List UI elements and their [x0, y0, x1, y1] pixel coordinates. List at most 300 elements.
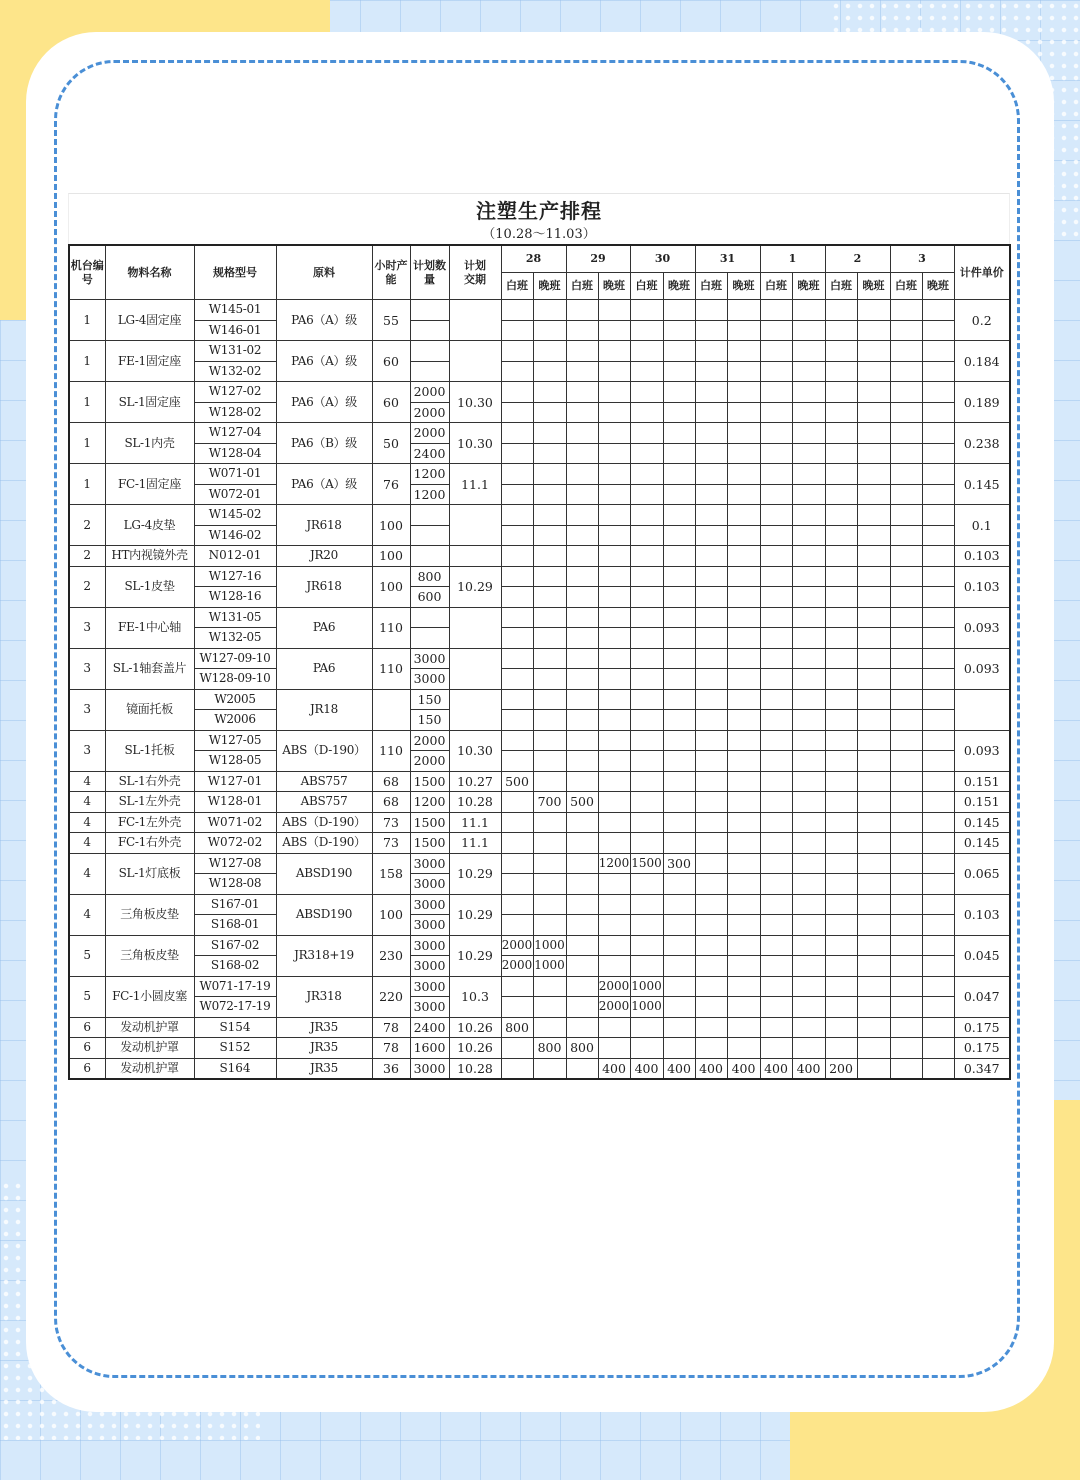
cell-hourly-capacity	[372, 689, 410, 730]
cell-shift-quantity	[890, 689, 922, 710]
cell-plan-quantity	[410, 505, 449, 526]
cell-shift-quantity	[695, 956, 727, 977]
cell-shift-quantity	[566, 525, 598, 546]
cell-shift-quantity	[792, 1038, 825, 1059]
table-row	[69, 710, 1010, 731]
cell-shift-quantity	[857, 730, 890, 751]
cell-shift-quantity	[922, 1038, 954, 1059]
cell-shift-quantity	[922, 730, 954, 751]
cell-shift-quantity	[630, 1017, 663, 1038]
cell-shift-quantity	[598, 423, 630, 444]
cell-shift-quantity	[760, 443, 792, 464]
cell-shift-quantity	[533, 628, 566, 649]
cell-plan-quantity: 2400	[410, 1017, 449, 1038]
cell-shift-quantity	[760, 915, 792, 936]
cell-shift-quantity	[825, 812, 857, 833]
cell-shift-quantity	[566, 464, 598, 485]
cell-plan-quantity	[410, 546, 449, 567]
cell-shift-quantity	[825, 361, 857, 382]
cell-hourly-capacity: 230	[372, 935, 410, 976]
cell-shift-quantity	[857, 669, 890, 690]
cell-shift-quantity	[857, 382, 890, 403]
cell-machine: 1	[69, 300, 105, 341]
header-hourly-capacity: 小时产能	[372, 245, 410, 300]
cell-shift-quantity	[890, 894, 922, 915]
cell-shift-quantity	[825, 525, 857, 546]
cell-shift-quantity	[695, 525, 727, 546]
cell-shift-quantity	[890, 566, 922, 587]
cell-shift-quantity	[533, 546, 566, 567]
cell-shift-quantity	[792, 935, 825, 956]
cell-shift-quantity	[825, 956, 857, 977]
cell-shift-quantity	[922, 402, 954, 423]
header-day-3: 3	[890, 245, 954, 273]
cell-shift-quantity: 400	[792, 1058, 825, 1079]
cell-shift-quantity	[630, 566, 663, 587]
cell-plan-quantity: 2000	[410, 423, 449, 444]
cell-shift-quantity	[533, 812, 566, 833]
cell-shift-quantity	[663, 710, 695, 731]
cell-shift-quantity	[501, 382, 533, 403]
cell-shift-quantity	[857, 341, 890, 362]
cell-shift-quantity	[695, 648, 727, 669]
cell-plan-quantity: 1200	[410, 464, 449, 485]
cell-material-name: 发动机护罩	[105, 1038, 194, 1059]
cell-unit-price: 0.151	[954, 771, 1010, 792]
cell-shift-quantity	[566, 443, 598, 464]
header-plan-date: 计划交期	[449, 245, 501, 300]
cell-machine: 4	[69, 771, 105, 792]
table-row	[69, 956, 1010, 977]
cell-shift-quantity	[533, 730, 566, 751]
cell-shift-quantity	[598, 628, 630, 649]
cell-shift-quantity	[533, 1058, 566, 1079]
schedule-table	[68, 244, 1011, 1080]
cell-shift-quantity	[922, 792, 954, 813]
table-row	[69, 505, 1010, 526]
cell-shift-quantity	[760, 997, 792, 1018]
cell-shift-quantity	[825, 751, 857, 772]
cell-material-name: HT内视镜外壳	[105, 546, 194, 567]
cell-shift-quantity	[598, 1017, 630, 1038]
table-row	[69, 894, 1010, 915]
cell-machine: 3	[69, 689, 105, 730]
cell-shift-quantity	[857, 443, 890, 464]
cell-plan-date: 10.30	[449, 423, 501, 464]
cell-shift-quantity	[922, 361, 954, 382]
cell-material-name: FE-1中心轴	[105, 607, 194, 648]
cell-machine: 1	[69, 382, 105, 423]
cell-unit-price: 0.145	[954, 464, 1010, 505]
cell-shift-quantity	[922, 464, 954, 485]
cell-shift-quantity	[663, 915, 695, 936]
cell-shift-quantity	[857, 464, 890, 485]
cell-shift-quantity	[890, 874, 922, 895]
cell-spec: W071-02	[194, 812, 276, 833]
header-raw-material: 原料	[276, 245, 372, 300]
cell-shift-quantity	[890, 443, 922, 464]
cell-shift-quantity: 500	[501, 771, 533, 792]
cell-shift-quantity	[922, 956, 954, 977]
header-plan-quantity: 计划数量	[410, 245, 449, 300]
cell-shift-quantity	[695, 976, 727, 997]
cell-hourly-capacity: 78	[372, 1038, 410, 1059]
cell-spec: W128-02	[194, 402, 276, 423]
cell-shift-quantity	[533, 402, 566, 423]
cell-shift-quantity	[857, 935, 890, 956]
cell-shift-quantity	[727, 484, 760, 505]
cell-shift-quantity	[922, 566, 954, 587]
cell-plan-quantity: 3000	[410, 1058, 449, 1079]
cell-spec: S167-01	[194, 894, 276, 915]
cell-plan-date: 11.1	[449, 812, 501, 833]
cell-shift-quantity	[857, 607, 890, 628]
cell-material-name: SL-1右外壳	[105, 771, 194, 792]
cell-shift-quantity	[695, 320, 727, 341]
cell-shift-quantity	[566, 935, 598, 956]
cell-plan-quantity: 1600	[410, 1038, 449, 1059]
cell-shift-quantity	[922, 853, 954, 874]
cell-shift-quantity	[727, 648, 760, 669]
cell-shift-quantity	[890, 525, 922, 546]
cell-shift-quantity	[727, 587, 760, 608]
cell-plan-quantity: 3000	[410, 915, 449, 936]
cell-shift-quantity	[630, 935, 663, 956]
cell-shift-quantity	[890, 382, 922, 403]
cell-shift-quantity	[695, 484, 727, 505]
cell-shift-quantity	[501, 320, 533, 341]
cell-shift-quantity	[922, 771, 954, 792]
cell-shift-quantity	[857, 402, 890, 423]
cell-shift-quantity	[630, 402, 663, 423]
cell-raw-material: PA6（A）级	[276, 382, 372, 423]
cell-shift-quantity	[857, 361, 890, 382]
cell-shift-quantity	[890, 997, 922, 1018]
cell-shift-quantity	[760, 546, 792, 567]
cell-raw-material: ABS757	[276, 771, 372, 792]
table-row	[69, 997, 1010, 1018]
cell-material-name: FC-1左外壳	[105, 812, 194, 833]
cell-plan-quantity	[410, 525, 449, 546]
cell-shift-quantity	[663, 874, 695, 895]
cell-shift-quantity	[630, 689, 663, 710]
cell-plan-date	[449, 607, 501, 648]
cell-plan-quantity: 3000	[410, 648, 449, 669]
cell-shift-quantity	[598, 915, 630, 936]
cell-shift-quantity	[566, 361, 598, 382]
cell-shift-quantity	[695, 874, 727, 895]
cell-shift-quantity	[857, 546, 890, 567]
cell-shift-quantity	[598, 382, 630, 403]
table-row	[69, 300, 1010, 321]
cell-shift-quantity	[825, 771, 857, 792]
cell-shift-quantity	[825, 689, 857, 710]
cell-spec: W145-02	[194, 505, 276, 526]
cell-unit-price: 0.2	[954, 300, 1010, 341]
cell-shift-quantity	[695, 894, 727, 915]
cell-shift-quantity	[760, 812, 792, 833]
cell-shift-quantity	[760, 771, 792, 792]
sheet-date-range: （10.28～11.03）	[482, 227, 596, 242]
cell-shift-quantity	[630, 382, 663, 403]
cell-shift-quantity	[501, 361, 533, 382]
cell-shift-quantity	[695, 853, 727, 874]
cell-shift-quantity	[598, 935, 630, 956]
cell-machine: 3	[69, 730, 105, 771]
cell-spec: S167-02	[194, 935, 276, 956]
cell-shift-quantity	[890, 546, 922, 567]
cell-shift-quantity	[598, 730, 630, 751]
cell-shift-quantity	[630, 730, 663, 751]
cell-shift-quantity	[533, 607, 566, 628]
cell-shift-quantity	[533, 710, 566, 731]
cell-machine: 6	[69, 1038, 105, 1059]
sheet-title: 注塑生产排程	[476, 199, 602, 223]
cell-shift-quantity	[890, 976, 922, 997]
cell-unit-price: 0.151	[954, 792, 1010, 813]
cell-shift-quantity	[695, 300, 727, 321]
table-row	[69, 669, 1010, 690]
table-row	[69, 443, 1010, 464]
cell-shift-quantity: 1200	[598, 853, 630, 874]
cell-unit-price: 0.103	[954, 546, 1010, 567]
cell-shift-quantity	[857, 484, 890, 505]
cell-shift-quantity	[825, 976, 857, 997]
cell-shift-quantity	[857, 771, 890, 792]
header-night-shift: 晚班	[533, 273, 566, 300]
cell-shift-quantity	[533, 833, 566, 854]
cell-shift-quantity	[890, 710, 922, 731]
cell-plan-quantity: 3000	[410, 976, 449, 997]
cell-shift-quantity	[890, 730, 922, 751]
cell-plan-date: 10.26	[449, 1017, 501, 1038]
cell-plan-quantity: 3000	[410, 956, 449, 977]
cell-shift-quantity	[566, 1058, 598, 1079]
cell-shift-quantity: 800	[533, 1038, 566, 1059]
cell-material-name: 三角板皮垫	[105, 894, 194, 935]
cell-machine: 2	[69, 505, 105, 546]
cell-machine: 4	[69, 894, 105, 935]
cell-shift-quantity	[501, 341, 533, 362]
table-row	[69, 751, 1010, 772]
cell-shift-quantity	[533, 669, 566, 690]
cell-shift-quantity: 1000	[630, 976, 663, 997]
cell-shift-quantity	[630, 423, 663, 444]
cell-shift-quantity	[533, 853, 566, 874]
cell-machine: 1	[69, 341, 105, 382]
cell-shift-quantity: 300	[663, 853, 695, 874]
cell-shift-quantity	[630, 300, 663, 321]
cell-shift-quantity	[533, 587, 566, 608]
table-row	[69, 628, 1010, 649]
cell-plan-date	[449, 341, 501, 382]
cell-unit-price: 0.145	[954, 833, 1010, 854]
cell-shift-quantity	[825, 300, 857, 321]
cell-shift-quantity	[727, 710, 760, 731]
cell-shift-quantity: 500	[566, 792, 598, 813]
cell-raw-material: ABSD190	[276, 894, 372, 935]
table-row	[69, 402, 1010, 423]
cell-shift-quantity	[695, 935, 727, 956]
cell-shift-quantity	[825, 402, 857, 423]
cell-shift-quantity	[695, 771, 727, 792]
cell-shift-quantity	[663, 361, 695, 382]
cell-shift-quantity	[792, 894, 825, 915]
cell-shift-quantity	[630, 607, 663, 628]
cell-shift-quantity: 2000	[598, 976, 630, 997]
cell-shift-quantity	[598, 751, 630, 772]
cell-shift-quantity	[630, 341, 663, 362]
cell-shift-quantity	[825, 1038, 857, 1059]
cell-spec: W128-08	[194, 874, 276, 895]
cell-spec: S152	[194, 1038, 276, 1059]
cell-shift-quantity	[695, 382, 727, 403]
cell-shift-quantity	[501, 669, 533, 690]
cell-plan-quantity: 3000	[410, 997, 449, 1018]
cell-shift-quantity	[890, 915, 922, 936]
cell-raw-material: PA6（A）级	[276, 341, 372, 382]
cell-shift-quantity	[760, 976, 792, 997]
cell-material-name: SL-1托板	[105, 730, 194, 771]
cell-shift-quantity	[533, 484, 566, 505]
cell-spec: W127-04	[194, 423, 276, 444]
cell-plan-quantity	[410, 361, 449, 382]
cell-shift-quantity	[825, 1017, 857, 1038]
cell-plan-quantity: 1500	[410, 833, 449, 854]
cell-material-name: 三角板皮垫	[105, 935, 194, 976]
cell-shift-quantity	[630, 443, 663, 464]
cell-shift-quantity	[566, 874, 598, 895]
cell-shift-quantity	[598, 300, 630, 321]
table-row	[69, 341, 1010, 362]
cell-shift-quantity	[727, 771, 760, 792]
cell-shift-quantity	[922, 341, 954, 362]
header-day-shift: 白班	[760, 273, 792, 300]
cell-spec: W127-01	[194, 771, 276, 792]
cell-plan-date: 10.29	[449, 894, 501, 935]
cell-shift-quantity	[890, 587, 922, 608]
cell-hourly-capacity: 220	[372, 976, 410, 1017]
cell-shift-quantity	[598, 402, 630, 423]
cell-shift-quantity	[566, 423, 598, 444]
cell-spec: W071-01	[194, 464, 276, 485]
cell-shift-quantity: 400	[695, 1058, 727, 1079]
cell-shift-quantity	[792, 423, 825, 444]
cell-raw-material: PA6（A）级	[276, 464, 372, 505]
cell-machine: 4	[69, 833, 105, 854]
cell-shift-quantity	[792, 833, 825, 854]
cell-plan-quantity: 3000	[410, 874, 449, 895]
cell-spec: W128-04	[194, 443, 276, 464]
cell-shift-quantity	[857, 648, 890, 669]
cell-machine: 4	[69, 812, 105, 833]
cell-shift-quantity	[922, 751, 954, 772]
cell-shift-quantity	[922, 812, 954, 833]
cell-machine: 2	[69, 546, 105, 567]
cell-shift-quantity	[760, 402, 792, 423]
cell-shift-quantity	[922, 1017, 954, 1038]
cell-shift-quantity	[663, 669, 695, 690]
cell-shift-quantity	[598, 812, 630, 833]
cell-raw-material: ABS（D-190）	[276, 730, 372, 771]
cell-shift-quantity	[890, 484, 922, 505]
cell-machine: 4	[69, 853, 105, 894]
cell-plan-quantity: 2000	[410, 382, 449, 403]
cell-shift-quantity	[663, 587, 695, 608]
cell-plan-quantity: 2000	[410, 402, 449, 423]
cell-shift-quantity: 700	[533, 792, 566, 813]
cell-shift-quantity	[792, 402, 825, 423]
cell-shift-quantity	[760, 300, 792, 321]
cell-hourly-capacity: 50	[372, 423, 410, 464]
header-day-28: 28	[501, 245, 566, 273]
title-block	[68, 193, 1010, 244]
cell-shift-quantity	[760, 669, 792, 690]
table-row	[69, 935, 1010, 956]
cell-shift-quantity	[890, 300, 922, 321]
cell-shift-quantity	[630, 546, 663, 567]
cell-plan-quantity: 2000	[410, 751, 449, 772]
cell-unit-price: 0.184	[954, 341, 1010, 382]
cell-shift-quantity	[566, 976, 598, 997]
cell-shift-quantity	[663, 484, 695, 505]
cell-shift-quantity	[792, 730, 825, 751]
cell-shift-quantity	[598, 894, 630, 915]
cell-plan-date: 10.28	[449, 1058, 501, 1079]
header-day-shift: 白班	[890, 273, 922, 300]
cell-plan-date: 10.29	[449, 566, 501, 607]
cell-plan-date	[449, 505, 501, 546]
cell-shift-quantity	[501, 853, 533, 874]
cell-shift-quantity	[792, 956, 825, 977]
cell-unit-price: 0.347	[954, 1058, 1010, 1079]
cell-shift-quantity	[760, 382, 792, 403]
cell-shift-quantity	[695, 1017, 727, 1038]
cell-shift-quantity	[825, 320, 857, 341]
cell-shift-quantity	[792, 628, 825, 649]
cell-shift-quantity	[760, 935, 792, 956]
cell-shift-quantity	[663, 505, 695, 526]
cell-shift-quantity	[501, 894, 533, 915]
cell-machine: 4	[69, 792, 105, 813]
cell-shift-quantity	[857, 833, 890, 854]
cell-material-name: 发动机护罩	[105, 1058, 194, 1079]
cell-shift-quantity	[760, 853, 792, 874]
cell-shift-quantity	[792, 648, 825, 669]
cell-shift-quantity	[566, 894, 598, 915]
cell-shift-quantity	[760, 505, 792, 526]
cell-shift-quantity	[825, 853, 857, 874]
cell-shift-quantity	[663, 525, 695, 546]
cell-shift-quantity	[922, 648, 954, 669]
cell-plan-quantity: 150	[410, 710, 449, 731]
cell-shift-quantity	[825, 382, 857, 403]
cell-shift-quantity	[890, 853, 922, 874]
header-night-shift: 晚班	[857, 273, 890, 300]
cell-shift-quantity	[598, 689, 630, 710]
cell-shift-quantity	[663, 771, 695, 792]
cell-shift-quantity	[630, 361, 663, 382]
cell-shift-quantity	[857, 792, 890, 813]
cell-shift-quantity	[533, 320, 566, 341]
cell-hourly-capacity: 55	[372, 300, 410, 341]
cell-shift-quantity	[792, 443, 825, 464]
cell-hourly-capacity: 73	[372, 833, 410, 854]
cell-shift-quantity	[695, 464, 727, 485]
cell-shift-quantity	[566, 484, 598, 505]
cell-hourly-capacity: 76	[372, 464, 410, 505]
cell-shift-quantity	[792, 997, 825, 1018]
